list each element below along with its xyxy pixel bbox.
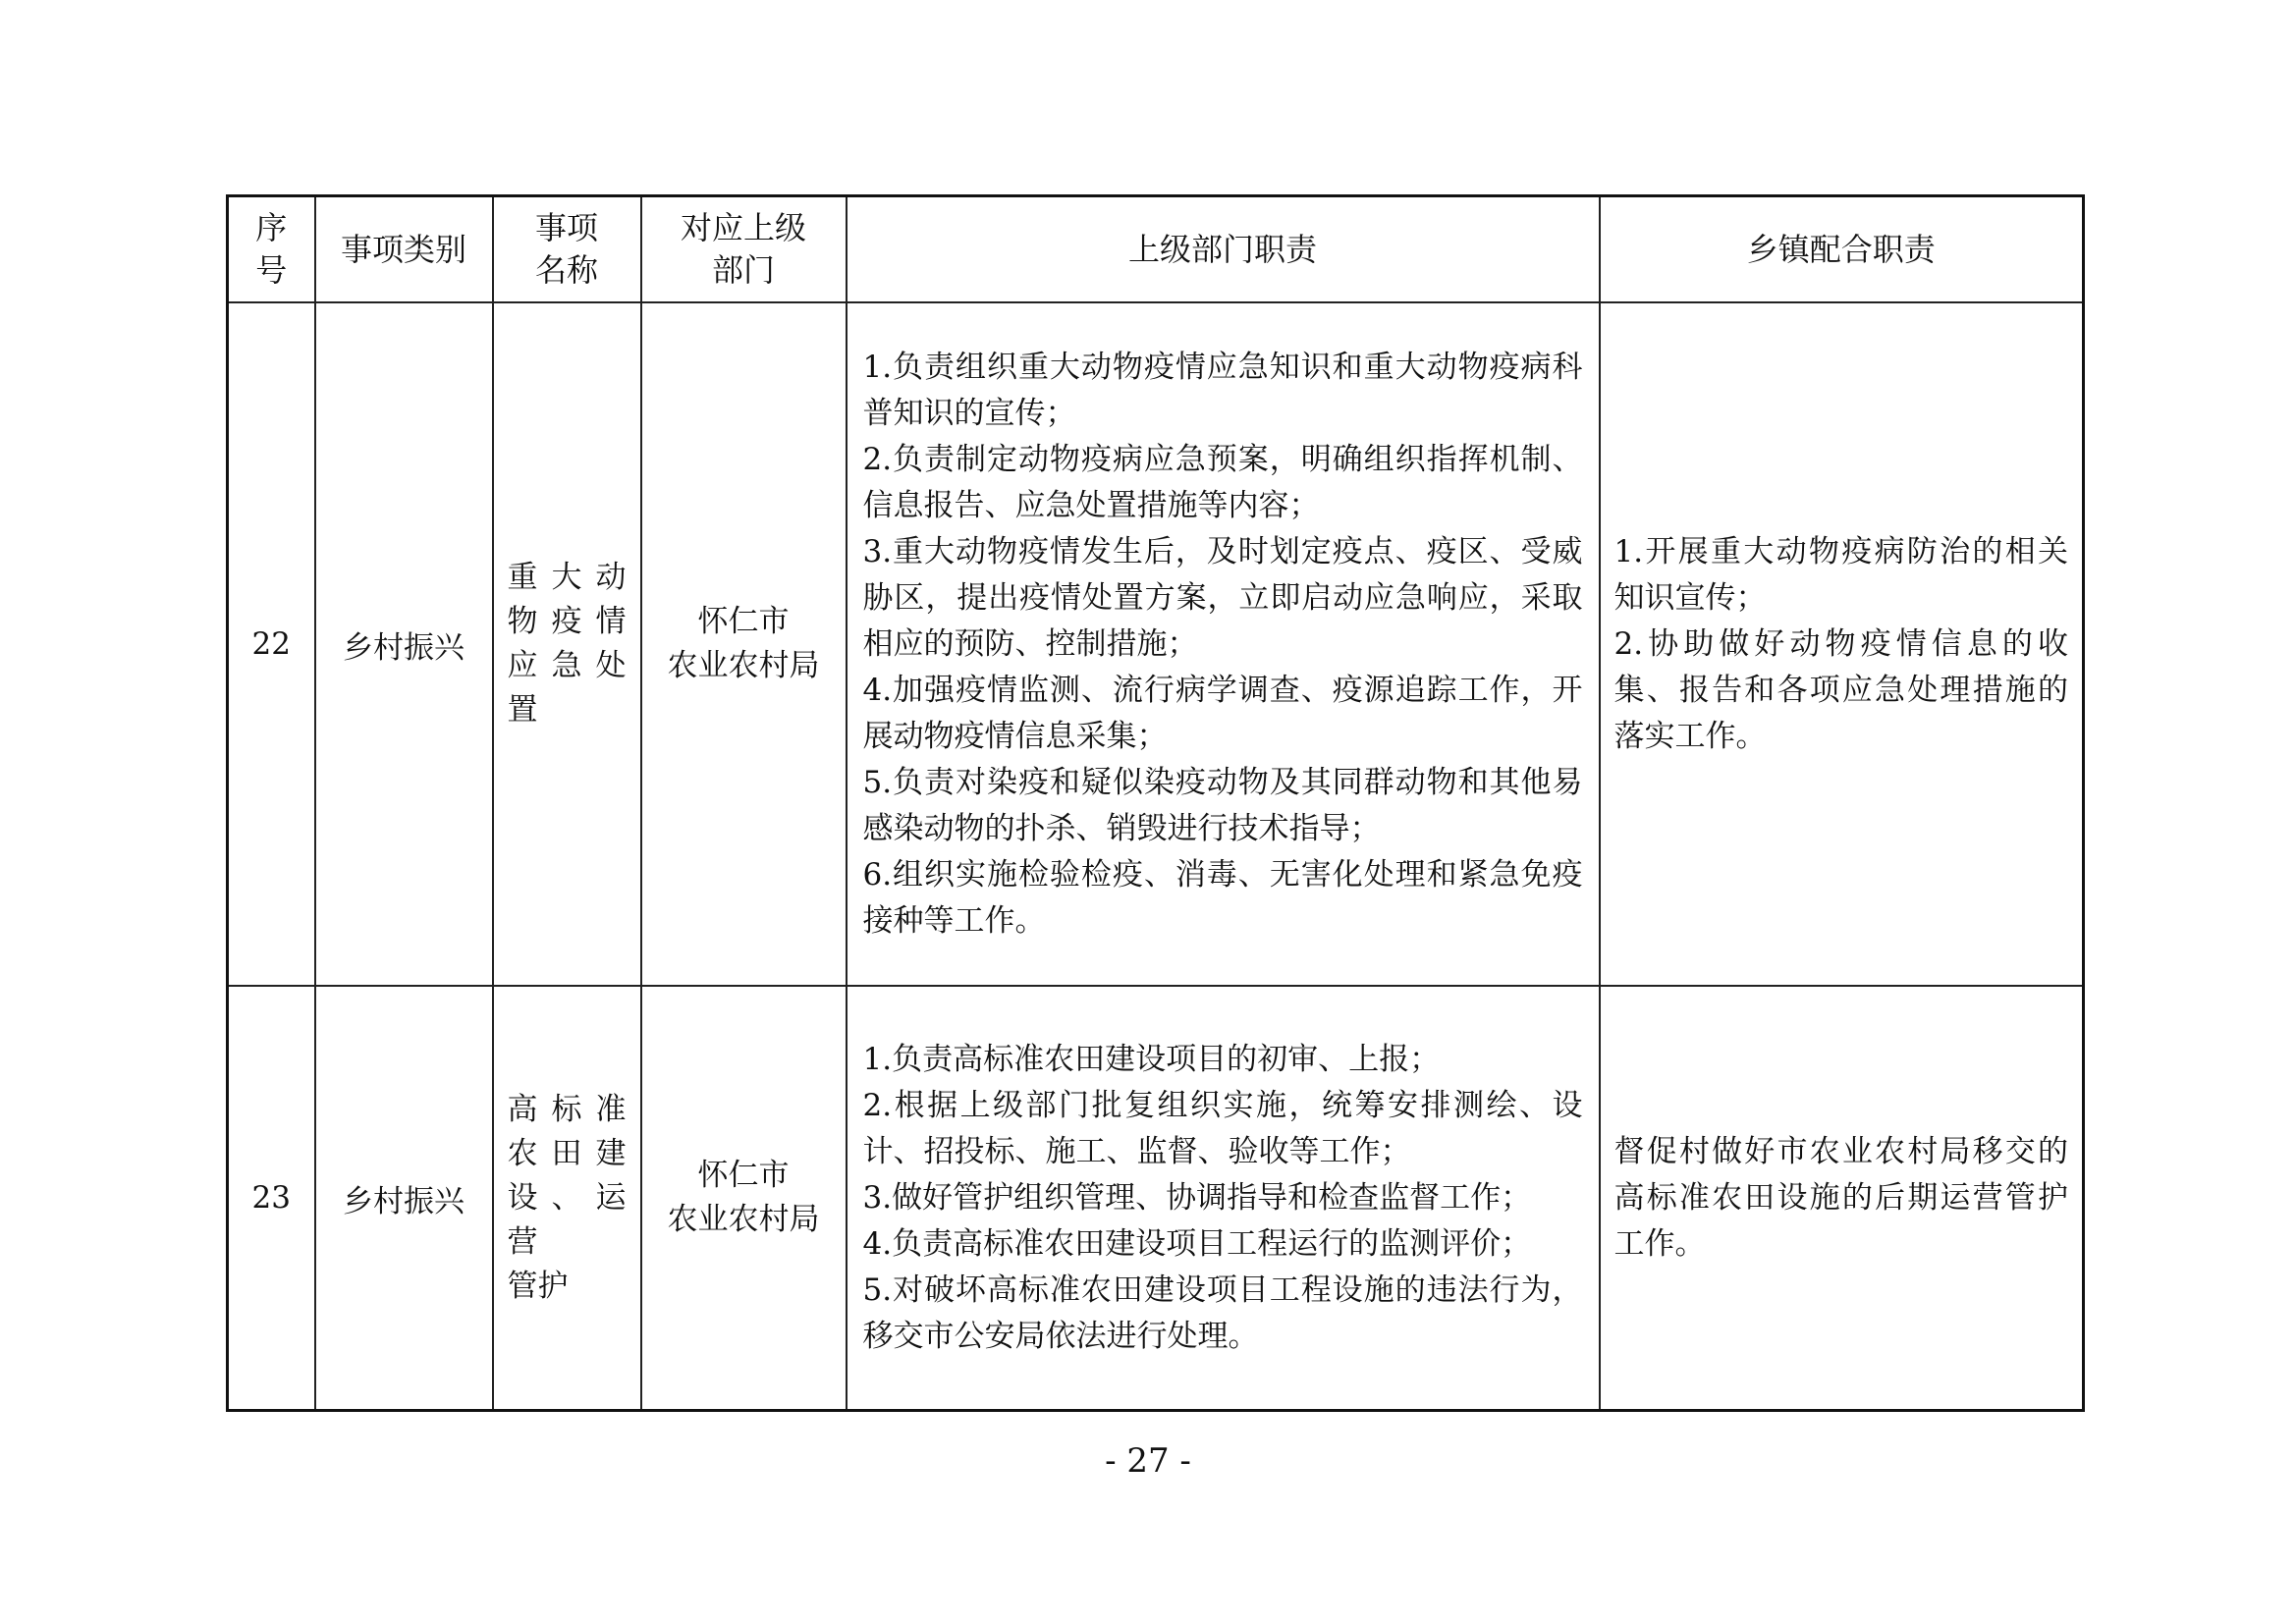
header-row — [228, 196, 2084, 303]
table-row — [228, 302, 2084, 986]
row-item-name: 高标准 农田建 设、运营 管护 — [493, 986, 641, 1411]
row-town-duty: 督促村做好市农业农村局移交的高标准农田设施的后期运营管护工作。 — [1600, 986, 2084, 1411]
row-upper-duty: 1.负责组织重大动物疫情应急知识和重大动物疫病科普知识的宣传； 2.负责制定动物疫病应急预案，明确组织指挥机制、信息报告、应急处置措施等内容； 3.重大动物疫情发生后，及时划定疫点、疫区、受威胁区，提出疫情处置方案，立即启动应急响应，采取相应的预防、控制措施； 4.加强疫情监测、流行病学调查、疫源追踪工作，开展动物疫情信息采集； 5.负责对染疫和疑似染疫动物及其同群动物和其他易感染动物的扑杀、销毁进行技术指导； 6.组织实施检验检疫、消毒、无害化处理和紧急免疫接种等工作。 — [847, 302, 1600, 986]
row-item-name: 重大动 物疫情 应急处 置 — [493, 302, 641, 986]
duty-table — [226, 194, 2085, 1412]
row-town-duty: 1.开展重大动物疫病防治的相关知识宣传； 2.协助做好动物疫情信息的收集、报告和各项应急处理措施的落实工作。 — [1600, 302, 2084, 986]
header-category: 事项类别 — [315, 196, 493, 303]
row-seq: 23 — [228, 986, 315, 1411]
row-upper-duty: 1.负责高标准农田建设项目的初审、上报； 2.根据上级部门批复组织实施，统筹安排测绘、设计、招投标、施工、监督、验收等工作； 3.做好管护组织管理、协调指导和检查监督工作； 4.负责高标准农田建设项目工程运行的监测评价； 5.对破坏高标准农田建设项目工程设施的违法行为，移交市公安局依法进行处理。 — [847, 986, 1600, 1411]
row-dept: 怀仁市 农业农村局 — [641, 302, 847, 986]
row-category: 乡村振兴 — [315, 302, 493, 986]
row-dept: 怀仁市 农业农村局 — [641, 986, 847, 1411]
table-row — [228, 986, 2084, 1411]
page-number: - 27 - — [1105, 1441, 1191, 1481]
header-upper-duty: 上级部门职责 — [847, 196, 1600, 303]
row-seq: 22 — [228, 302, 315, 986]
header-item-name: 事项 名称 — [493, 196, 641, 303]
header-town-duty: 乡镇配合职责 — [1600, 196, 2084, 303]
row-category: 乡村振兴 — [315, 986, 493, 1411]
header-dept: 对应上级 部门 — [641, 196, 847, 303]
header-seq: 序 号 — [228, 196, 315, 303]
